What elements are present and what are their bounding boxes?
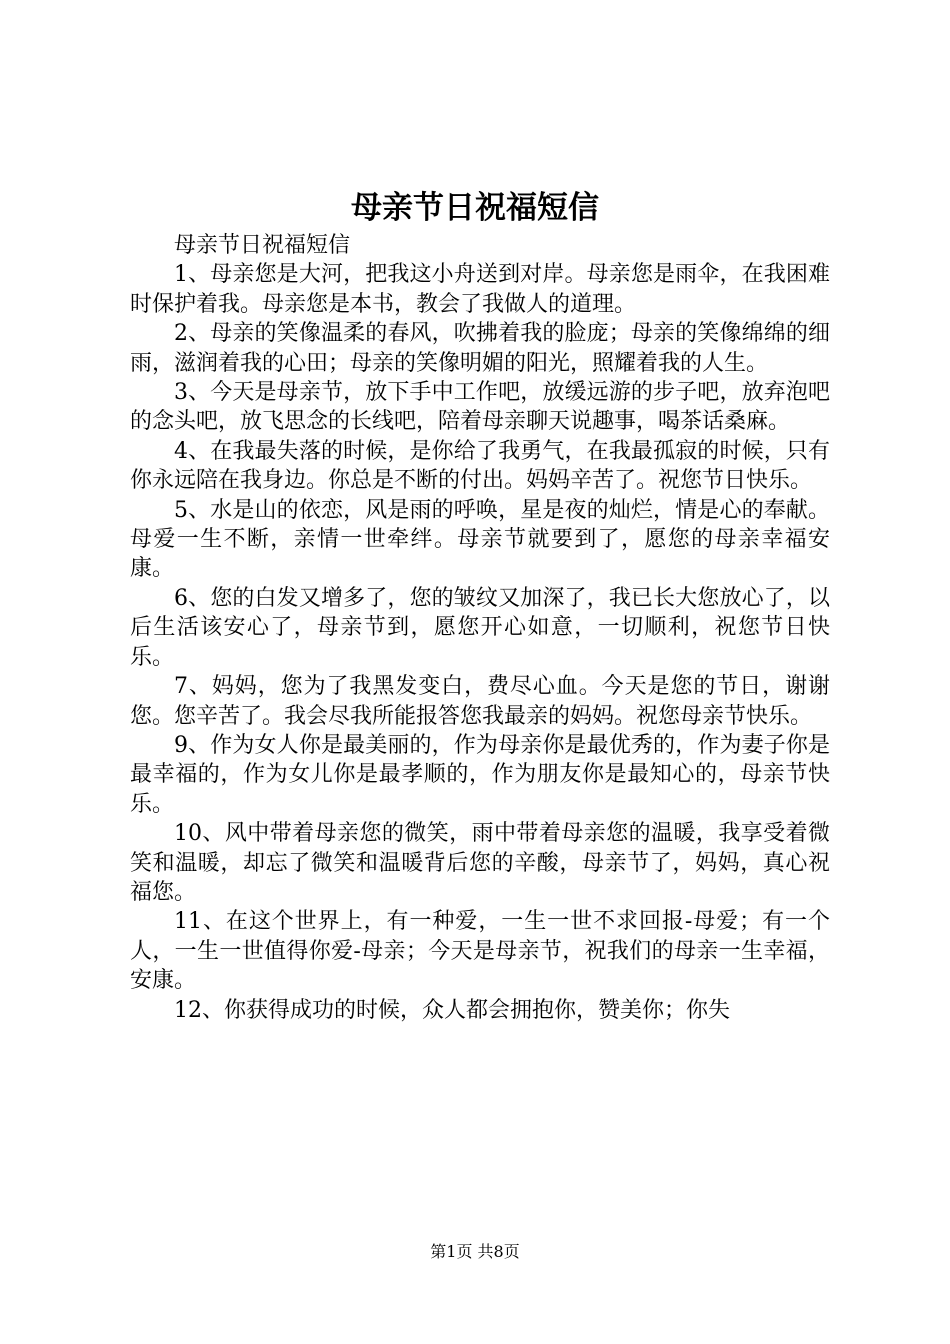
paragraph-heading: 母亲节日祝福短信 bbox=[174, 233, 351, 258]
paragraph-item-3: 3、今天是母亲节，放下手中工作吧，放缓远游的步子吧，放弃泡吧的念头吧，放飞思念的长线吧，陪着母亲聊天说趣事，喝茶话桑麻。 bbox=[130, 380, 830, 435]
document-title: 母亲节日祝福短信 bbox=[351, 190, 599, 226]
paragraph-item-11: 11、在这个世界上，有一种爱，一生一世不求回报-母爱；有一个人，一生一世值得你爱-母亲；今天是母亲节，祝我们的母亲一生幸福，安康。 bbox=[130, 909, 830, 994]
paragraph-item-4: 4、在我最失落的时候，是你给了我勇气，在我最孤寂的时候，只有你永远陪在我身边。你总是不断的付出。妈妈辛苦了。祝您节日快乐。 bbox=[130, 438, 830, 494]
paragraph-item-12: 12、你获得成功的时候，众人都会拥抱你，赞美你；你失 bbox=[174, 997, 730, 1023]
document-body bbox=[130, 231, 830, 1025]
paragraph-item-2: 2、母亲的笑像温柔的春风，吹拂着我的脸庞；母亲的笑像绵绵的细雨，滋润着我的心田；母亲的笑像明媚的阳光，照耀着我的人生。 bbox=[130, 321, 830, 376]
paragraph-item-1: 1、母亲您是大河，把我这小舟送到对岸。母亲您是雨伞，在我困难时保护着我。母亲您是本书，教会了我做人的道理。 bbox=[130, 262, 830, 317]
paragraph-item-6: 6、您的白发又增多了，您的皱纹又加深了，我已长大您放心了，以后生活该安心了，母亲节到，愿您开心如意，一切顺利，祝您节日快乐。 bbox=[130, 585, 830, 670]
paragraph-item-9: 9、作为女人你是最美丽的，作为母亲你是最优秀的，作为妻子你是最幸福的，作为女儿你是最孝顺的，作为朋友你是最知心的，母亲节快乐。 bbox=[130, 732, 830, 817]
paragraph-item-5: 5、水是山的依恋，风是雨的呼唤，星是夜的灿烂，情是心的奉献。母爱一生不断，亲情一世牵绊。母亲节就要到了，愿您的母亲幸福安康。 bbox=[130, 497, 830, 582]
page-number-footer: 第1页 共8页 bbox=[430, 1242, 520, 1261]
paragraph-item-10: 10、风中带着母亲您的微笑，雨中带着母亲您的温暖，我享受着微笑和温暖，却忘了微笑和温暖背后您的辛酸，母亲节了，妈妈，真心祝福您。 bbox=[130, 821, 830, 905]
paragraph-item-7: 7、妈妈，您为了我黑发变白，费尽心血。今天是您的节日，谢谢您。您辛苦了。我会尽我所能报答您我最亲的妈妈。祝您母亲节快乐。 bbox=[130, 674, 830, 729]
